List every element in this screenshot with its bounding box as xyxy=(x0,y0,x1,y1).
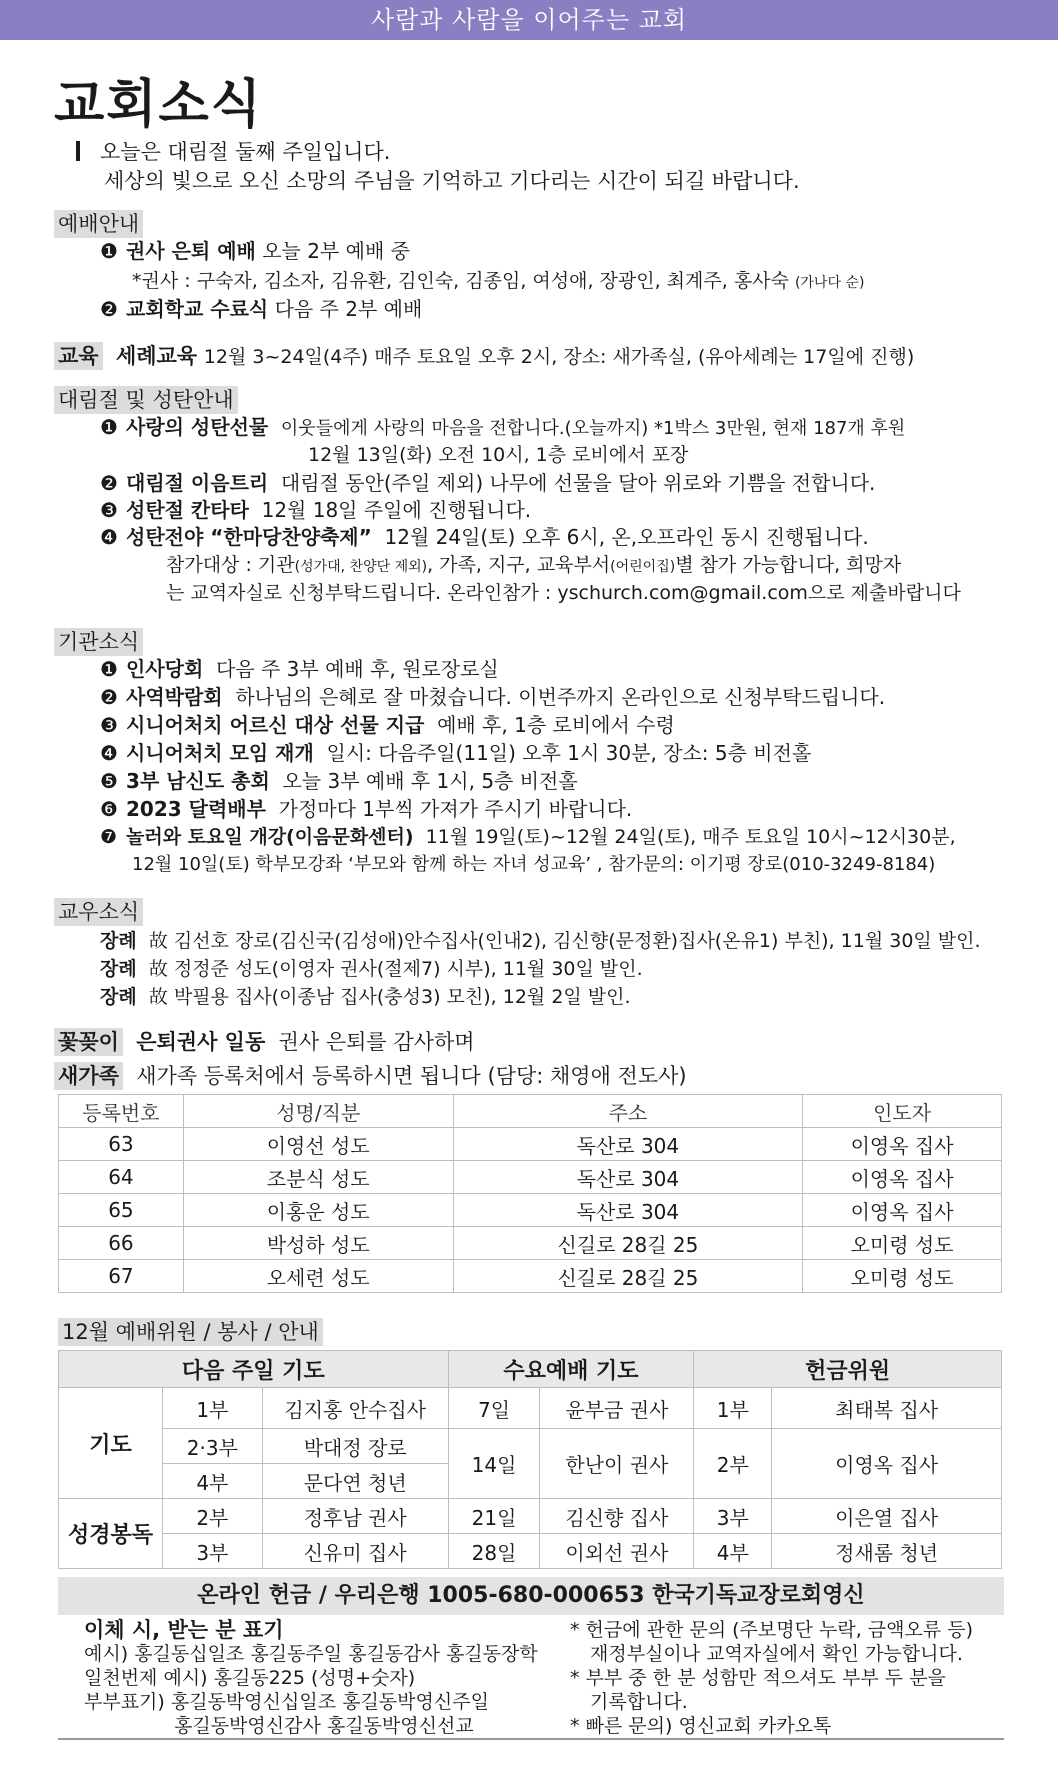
offering-notes xyxy=(570,1618,973,1738)
bottom-divider xyxy=(58,1738,1004,1740)
org-item-5: ❺ 3부 남신도 총회 오늘 3부 예배 후 1시, 5층 비전홀 xyxy=(100,769,578,793)
table-row: 기도 1부 김지홍 안수집사 7일 윤부금 권사 1부 최태복 집사 xyxy=(59,1388,1002,1429)
table-row: 65 이홍운 성도 독산로 304 이영옥 집사 xyxy=(59,1194,1002,1227)
intro-line-1: 오늘은 대림절 둘째 주일입니다. xyxy=(100,140,391,164)
table-row: 3부 신유미 집사 28일 이외선 권사 4부 정새롬 청년 xyxy=(59,1534,1002,1569)
flower-section: 꽃꽂이 은퇴권사 일동 권사 은퇴를 감사하며 xyxy=(54,1026,475,1056)
advent-item-1: ❶ 사랑의 성탄선물 이웃들에게 사랑의 마음을 전합니다.(오늘까지) *1박스 3만원, 현재 187개 후원 xyxy=(100,415,906,439)
table-header-row xyxy=(59,1095,1002,1128)
note-line: 기록합니다. xyxy=(590,1691,688,1713)
org-item-7: ❼ 놀러와 토요일 개강(이음문화센터) 11월 19일(토)~12월 24일(토), 매주 토요일 10시~12시30분, xyxy=(100,826,956,848)
page-title: 교회소식 xyxy=(54,75,263,135)
transfer-title: 이체 시, 받는 분 표기 xyxy=(84,1618,284,1642)
table-row: 64 조분식 성도 독산로 304 이영옥 집사 xyxy=(59,1161,1002,1194)
worship-section-tag: 예배안내 xyxy=(54,210,143,238)
transfer-instructions xyxy=(84,1618,538,1738)
advent-item-2: ❷ 대림절 이음트리 대림절 동안(주일 제외) 나무에 선물을 달아 위로와 기쁨을 전합니다. xyxy=(100,471,876,495)
advent-item-1-cont: 12월 13일(화) 오전 10시, 1층 로비에서 포장 xyxy=(308,444,689,466)
table-row: 66 박성하 성도 신길로 28길 25 오미령 성도 xyxy=(59,1227,1002,1260)
duty-table xyxy=(58,1350,1002,1569)
intro-bar-icon xyxy=(76,141,80,161)
note-line: 재정부실이나 교역자실에서 확인 가능합니다. xyxy=(590,1643,963,1665)
table-row: 63 이영선 성도 독산로 304 이영옥 집사 xyxy=(59,1128,1002,1161)
advent-item-4-cont-1: 참가대상 : 기관(성가대, 찬양단 제외), 가족, 지구, 교육부서(어린이집)별 참가 가능합니다, 희망자 xyxy=(166,554,902,576)
prayer-label: 기도 xyxy=(59,1388,163,1499)
duty-header-wednesday: 수요예배 기도 xyxy=(448,1351,694,1388)
members-item-1: 장례 故 김선호 장로(김신국(김성애)안수집사(인내2), 김신향(문정환)집사(온유1) 부친), 11월 30일 발인. xyxy=(100,930,981,952)
newfamily-table xyxy=(58,1094,1002,1293)
note-line: * 빠른 문의) 영신교회 카카오톡 xyxy=(570,1715,832,1737)
table-row: 4부 문다연 청년 xyxy=(59,1464,1002,1499)
org-section-tag: 기관소식 xyxy=(54,628,143,656)
intro-message xyxy=(76,138,800,196)
duty-section-tag: 12월 예배위원 / 봉사 / 안내 xyxy=(58,1318,323,1346)
online-offering-banner: 온라인 헌금 / 우리은행 1005-680-000653 한국기독교장로회영신 xyxy=(58,1577,1004,1615)
advent-item-4: ❹ 성탄전야 “한마당찬양축제” 12월 24일(토) 오후 6시, 온,오프라인 동시 진행됩니다. xyxy=(100,525,869,549)
transfer-line: 예시) 홍길동십일조 홍길동주일 홍길동감사 홍길동장학 xyxy=(84,1643,538,1665)
worship-item-2: ❷ 교회학교 수료식 다음 주 2부 예배 xyxy=(100,297,423,321)
table-row: 2·3부 박대정 장로 14일 한난이 권사 2부 이영옥 집사 xyxy=(59,1429,1002,1464)
members-section-tag: 교우소식 xyxy=(54,898,143,926)
top-banner: 사람과 사람을 이어주는 교회 xyxy=(0,0,1058,40)
worship-names: *권사 : 구숙자, 김소자, 김유환, 김인숙, 김종임, 여성애, 장광인, 최계주, 홍사숙 (가나다 순) xyxy=(132,270,865,292)
col-header-guide: 인도자 xyxy=(803,1095,1002,1128)
transfer-line: 부부표기) 홍길동박영신십일조 홍길동박영신주일 xyxy=(84,1691,489,1713)
table-row: 67 오세련 성도 신길로 28길 25 오미령 성도 xyxy=(59,1260,1002,1293)
col-header-id: 등록번호 xyxy=(59,1095,184,1128)
newfamily-section: 새가족 새가족 등록처에서 등록하시면 됩니다 (담당: 채영애 전도사) xyxy=(54,1060,687,1090)
org-item-2: ❷ 사역박람회 하나님의 은혜로 잘 마쳤습니다. 이번주까지 온라인으로 신청부탁드립니다. xyxy=(100,685,886,709)
org-item-7-cont: 12월 10일(토) 학부모강좌 ‘부모와 함께 하는 자녀 성교육’ , 참가문의: 이기평 장로(010-3249-8184) xyxy=(132,854,936,875)
worship-item-1: ❶ 권사 은퇴 예배 오늘 2부 예배 중 xyxy=(100,239,410,263)
members-item-3: 장례 故 박필용 집사(이종남 집사(충성3) 모친), 12월 2일 발인. xyxy=(100,986,631,1008)
transfer-line: 일천번제 예시) 홍길동225 (성명+숫자) xyxy=(84,1667,416,1689)
org-item-6: ❻ 2023 달력배부 가정마다 1부씩 가져가 주시기 바랍니다. xyxy=(100,797,633,821)
members-item-2: 장례 故 정정준 성도(이영자 권사(절제7) 시부), 11월 30일 발인. xyxy=(100,958,643,980)
note-line: * 부부 중 한 분 성함만 적으셔도 부부 두 분을 xyxy=(570,1667,946,1689)
advent-item-3: ❸ 성탄절 칸타타 12월 18일 주일에 진행됩니다. xyxy=(100,498,532,522)
intro-line-2: 세상의 빛으로 오신 소망의 주님을 기억하고 기다리는 시간이 되길 바랍니다. xyxy=(104,169,800,193)
duty-header-row xyxy=(59,1351,1002,1388)
advent-section-tag: 대림절 및 성탄안내 xyxy=(54,386,238,414)
advent-item-4-cont-2: 는 교역자실로 신청부탁드립니다. 온라인참가 : yschurch.com@gmail.com으로 제출바랍니다 xyxy=(166,582,961,604)
col-header-address: 주소 xyxy=(453,1095,803,1128)
transfer-line: 홍길동박영신감사 홍길동박영신선교 xyxy=(174,1715,474,1737)
bible-label: 성경봉독 xyxy=(59,1499,163,1569)
org-item-1: ❶ 인사당회 다음 주 3부 예배 후, 원로장로실 xyxy=(100,657,499,681)
duty-header-offering: 헌금위원 xyxy=(694,1351,1002,1388)
org-item-3: ❸ 시니어처치 어르신 대상 선물 지급 예배 후, 1층 로비에서 수령 xyxy=(100,713,675,737)
duty-header-sunday: 다음 주일 기도 xyxy=(59,1351,449,1388)
table-row: 성경봉독 2부 정후남 권사 21일 김신향 집사 3부 이은열 집사 xyxy=(59,1499,1002,1534)
org-item-4: ❹ 시니어처치 모임 재개 일시: 다음주일(11일) 오후 1시 30분, 장소: 5층 비전홀 xyxy=(100,741,812,765)
education-section: 교육 세례교육 12월 3~24일(4주) 매주 토요일 오후 2시, 장소: 새가족실, (유아세례는 17일에 진행) xyxy=(54,340,914,370)
note-line: * 헌금에 관한 문의 (주보명단 누락, 금액오류 등) xyxy=(570,1619,974,1641)
col-header-name: 성명/직분 xyxy=(183,1095,453,1128)
